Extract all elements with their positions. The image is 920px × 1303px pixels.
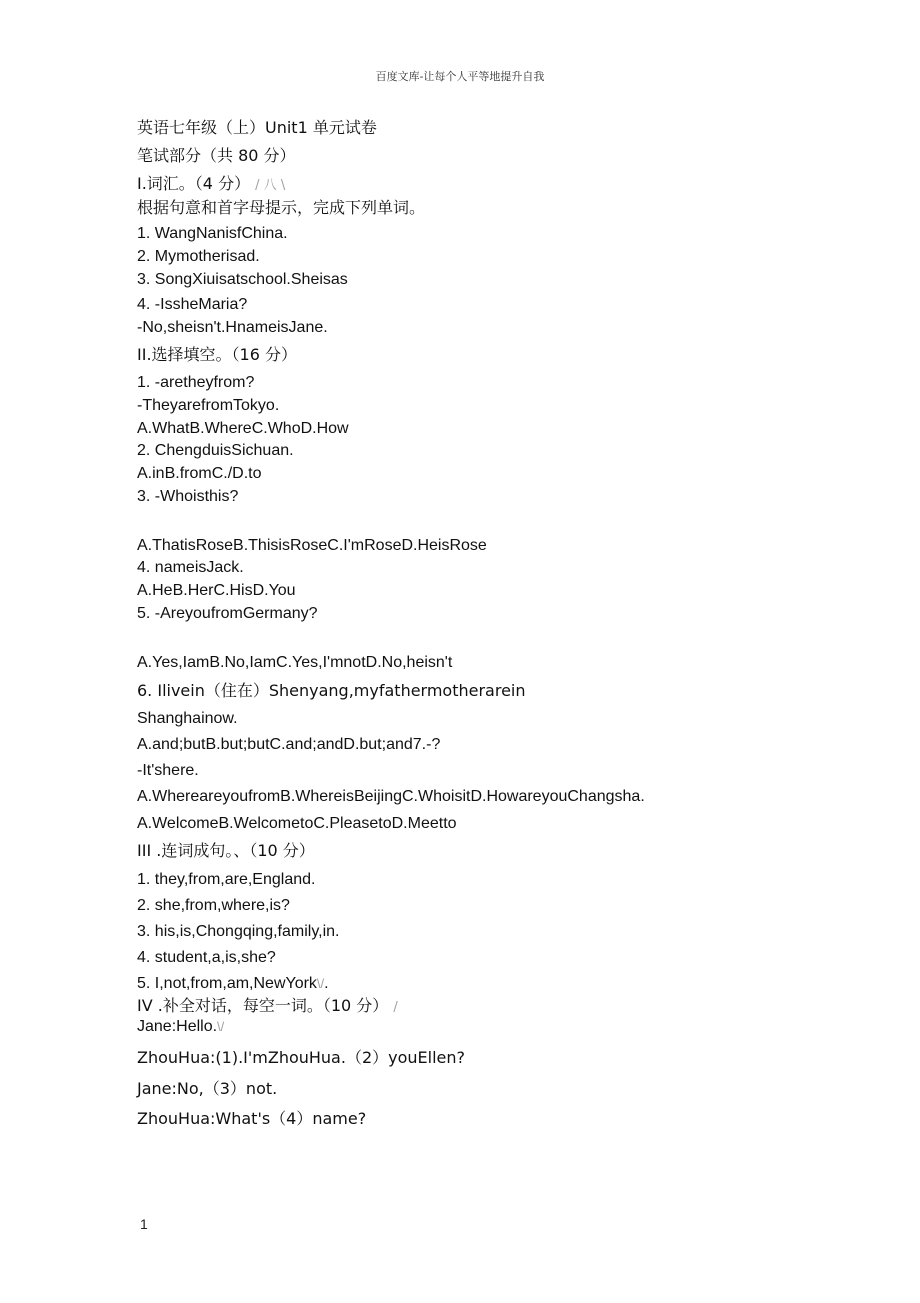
- section-2-line: A.and;butB.but;butC.and;andD.but;and7.-?: [137, 736, 441, 753]
- section-3-item-5-scribble: \/: [316, 976, 325, 991]
- section-3-item-1: 1. they,from,are,England.: [137, 871, 316, 888]
- section-2-line: -TheyarefromTokyo.: [137, 397, 280, 414]
- dialogue-line-1-text: Jane:Hello.: [137, 1018, 218, 1035]
- section-2-line: 5. -AreyoufromGermany?: [137, 605, 318, 622]
- exam-title: 英语七年级（上）Unit1 单元试卷: [137, 118, 377, 137]
- section-2-line: A.Yes,IamB.No,IamC.Yes,I'mnotD.No,heisn't: [137, 654, 453, 671]
- section-3-heading: III .连词成句。、（10 分）: [137, 841, 315, 860]
- section-1-scribble: / 八 \: [255, 178, 286, 193]
- section-2-line: 3. -Whoisthis?: [137, 488, 239, 505]
- section-4-heading: [137, 996, 398, 1018]
- dialogue-line-1: [137, 1017, 224, 1037]
- section-2-line: A.WhereareyoufromB.WhereisBeijingC.WhoisitD.HowareyouChangsha.: [137, 788, 645, 805]
- section-1-item-2: 2. Mymotherisad.: [137, 248, 260, 265]
- section-1-item-3: 3. SongXiuisatschool.Sheisas: [137, 271, 348, 288]
- section-1-item-1: 1. WangNanisfChina.: [137, 225, 288, 242]
- page-number: 1: [140, 1216, 148, 1232]
- section-3-item-5-text: 5. I,not,from,am,NewYork: [137, 975, 317, 992]
- section-1-heading: [137, 174, 285, 196]
- section-2-line: 6. Ilivein（住在）Shenyang,myfathermotherarein: [137, 681, 526, 700]
- section-4-title: IV .补全对话，每空一词。（10 分）: [137, 996, 389, 1015]
- section-2-line: 4. nameisJack.: [137, 559, 244, 576]
- section-3-item-3: 3. his,is,Chongqing,family,in.: [137, 923, 340, 940]
- dialogue-line-1-scribble: \/: [217, 1019, 225, 1034]
- dialogue-line-4: ZhouHua:What's（4）name?: [137, 1109, 367, 1128]
- section-2-line: Shanghainow.: [137, 710, 238, 727]
- section-3-item-5: [137, 974, 329, 994]
- section-4-scribble: /: [393, 1000, 398, 1015]
- section-3-item-5-end: .: [324, 975, 329, 992]
- section-2-line: A.ThatisRoseB.ThisisRoseC.I'mRoseD.HeisRose: [137, 537, 487, 554]
- dialogue-line-3: Jane:No,（3）not.: [137, 1079, 278, 1098]
- section-2-line: A.WhatB.WhereC.WhoD.How: [137, 420, 349, 437]
- page-header: 百度文库-让每个人平等地提升自我: [375, 70, 545, 83]
- exam-subtitle: 笔试部分（共 80 分）: [137, 146, 296, 165]
- section-2-line: A.inB.fromC./D.to: [137, 465, 262, 482]
- section-2-line: A.WelcomeB.WelcometoC.PleasetoD.Meetto: [137, 815, 457, 832]
- section-1-title: I.词汇。（4 分）: [137, 174, 251, 193]
- section-3-item-2: 2. she,from,where,is?: [137, 897, 290, 914]
- section-2-heading: II.选择填空。（16 分）: [137, 345, 297, 364]
- dialogue-line-2: ZhouHua:(1).I'mZhouHua.（2）youEllen?: [137, 1048, 466, 1067]
- section-1-instruction: 根据句意和首字母提示，完成下列单词。: [137, 198, 426, 217]
- section-1-item-4-answer: -No,sheisn't.HnameisJane.: [137, 319, 328, 336]
- section-3-item-4: 4. student,a,is,she?: [137, 949, 276, 966]
- section-2-line: -It'shere.: [137, 762, 199, 779]
- section-2-line: 2. ChengduisSichuan.: [137, 442, 294, 459]
- section-2-line: A.HeB.HerC.HisD.You: [137, 582, 296, 599]
- section-1-item-4: 4. -IssheMaria?: [137, 296, 248, 313]
- section-2-line: 1. -aretheyfrom?: [137, 374, 255, 391]
